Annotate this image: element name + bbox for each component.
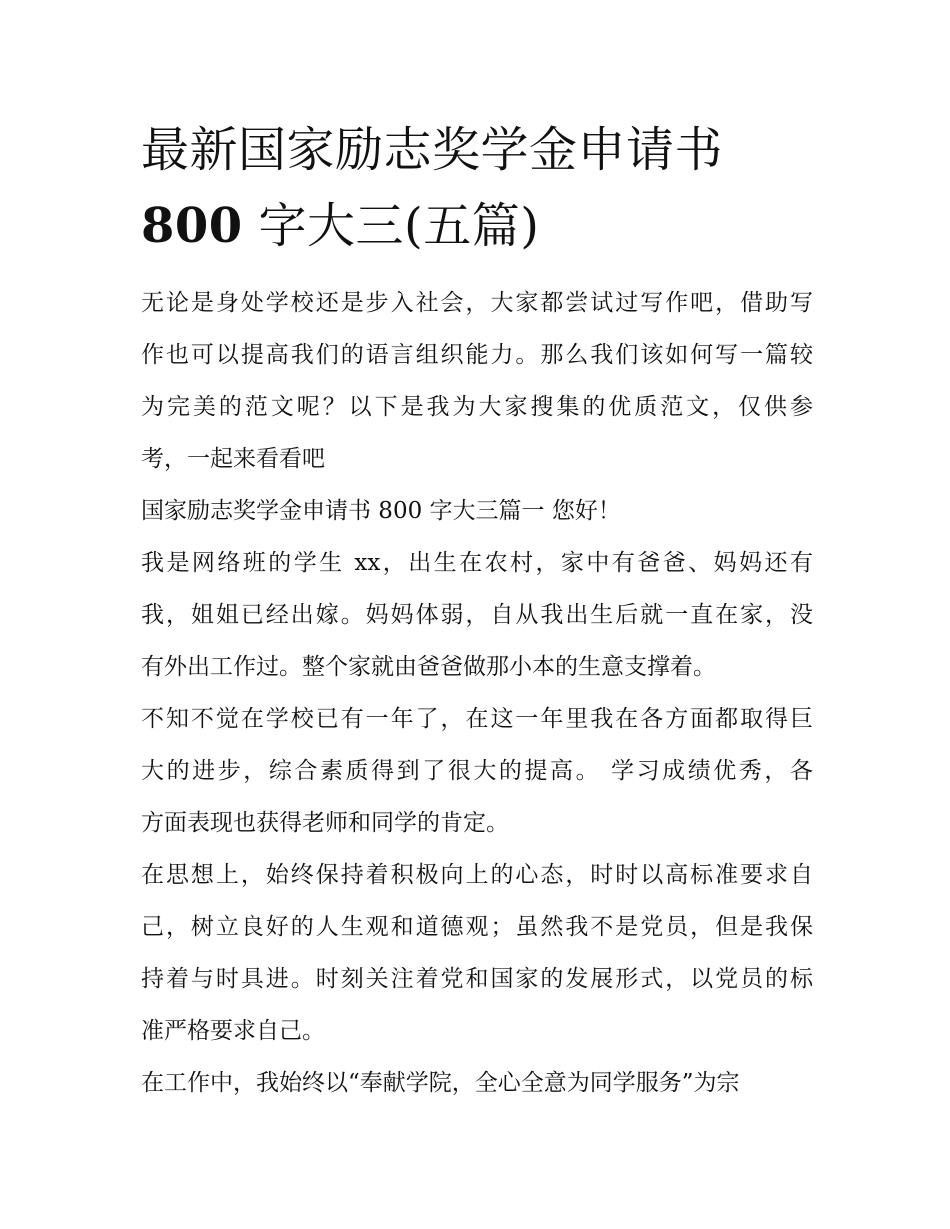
text-line: 我是网络班的学生 xx，出生在农村，家中有爸爸、妈妈还有 [141, 550, 813, 576]
text-line: 持着与时具进。时刻关注着党和国家的发展形式，以党员的标 [141, 966, 813, 992]
text-line: 不知不觉在学校已有一年了，在这一年里我在各方面都取得巨 [141, 706, 813, 732]
paragraph-intro [141, 277, 813, 485]
text-line: 考，一起来看看吧 [141, 446, 325, 472]
document-title [141, 112, 841, 264]
title-line-2: 800 字大三(五篇) [141, 198, 540, 254]
text-line: 作也可以提高我们的语言组织能力。那么我们该如何写一篇较 [141, 342, 813, 368]
text-line: 无论是身处学校还是步入社会，大家都尝试过写作吧，借助写 [141, 290, 813, 316]
text-line: 己，树立良好的人生观和道德观；虽然我不是党员，但是我保 [141, 914, 813, 940]
text-line: 准严格要求自己。 [141, 1018, 325, 1044]
text-line: 有外出工作过。整个家就由爸爸做那小本的生意支撑着。 [141, 654, 716, 680]
text-line: 大的进步，综合素质得到了很大的提高。 学习成绩优秀，各 [141, 758, 813, 784]
text-line: 国家励志奖学金申请书 800 字大三篇一 您好！ [141, 498, 621, 524]
paragraph-school-progress [141, 693, 813, 849]
text-line: 方面表现也获得老师和同学的肯定。 [141, 810, 509, 836]
paragraph-family-background [141, 537, 813, 693]
document-body [141, 277, 813, 1109]
text-line: 在思想上，始终保持着积极向上的心态，时时以高标准要求自 [141, 862, 813, 888]
paragraph-letter-heading [141, 485, 813, 537]
paragraph-thought [141, 849, 813, 1057]
text-line: 为完美的范文呢？以下是我为大家搜集的优质范文，仅供参 [141, 394, 813, 420]
text-line: 我，姐姐已经出嫁。妈妈体弱，自从我出生后就一直在家，没 [141, 602, 813, 628]
paragraph-work [141, 1057, 813, 1109]
title-line-1: 最新国家励志奖学金申请书 [141, 122, 724, 178]
text-line: 在工作中，我始终以“奉献学院，全心全意为同学服务”为宗 [141, 1070, 740, 1096]
